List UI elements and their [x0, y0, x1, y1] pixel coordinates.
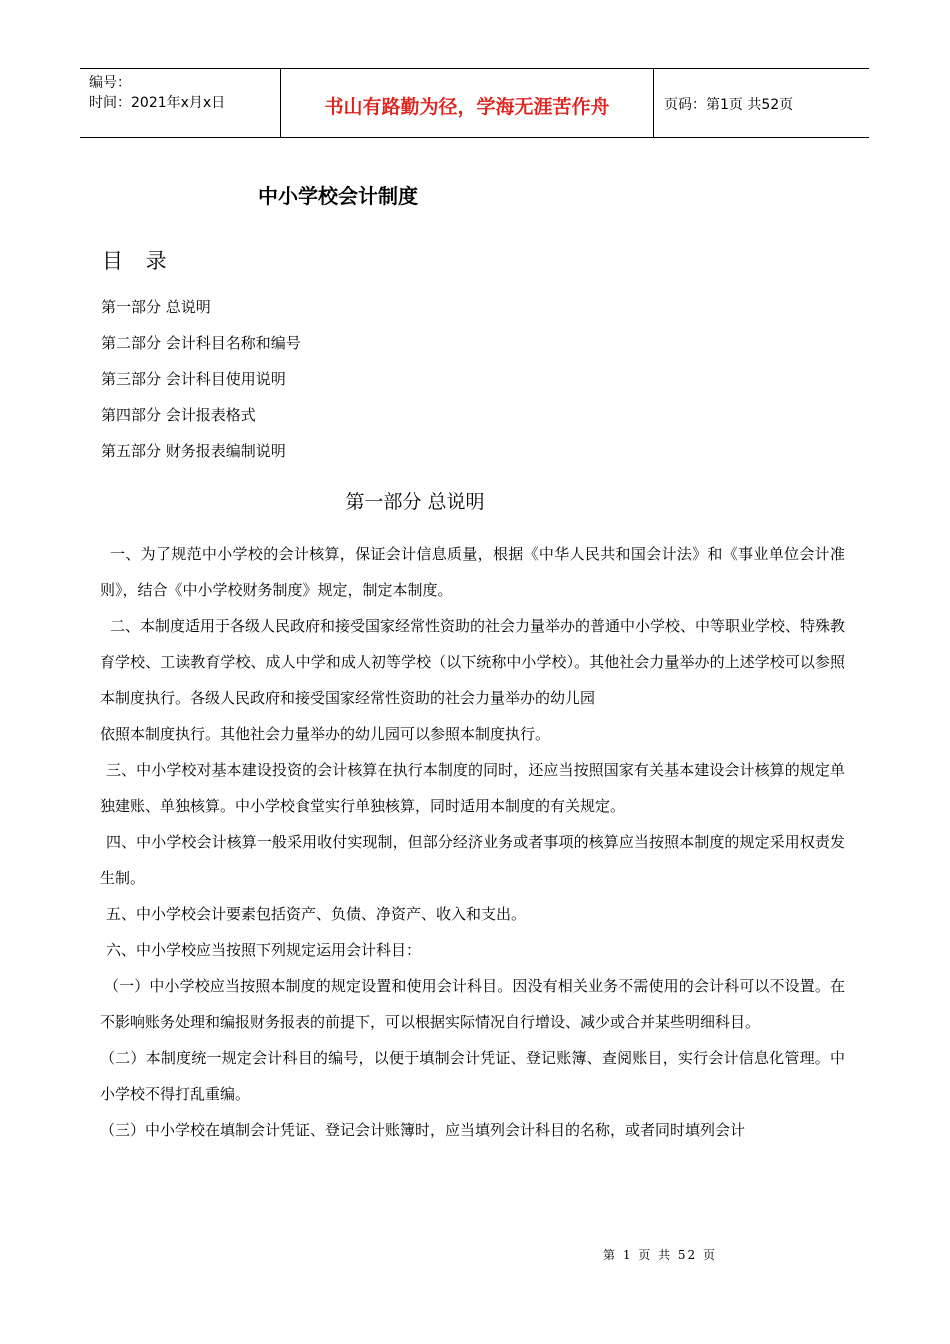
paragraph: （二）本制度统一规定会计科目的编号，以便于填制会计凭证、登记账簿、查阅账目，实行会计信息化管理。中小学校不得打乱重编。: [100, 1049, 845, 1103]
toc-item[interactable]: 第三部分 会计科目使用说明: [101, 370, 286, 388]
section-title: 第一部分 总说明: [345, 491, 485, 513]
paragraph: 五、中小学校会计要素包括资产、负债、净资产、收入和支出。: [106, 905, 527, 923]
toc-item[interactable]: 第五部分 财务报表编制说明: [101, 442, 286, 460]
time-label: 时间：2021年x月x日: [89, 95, 226, 111]
paragraph: 二、本制度适用于各级人民政府和接受国家经常性资助的社会力量举办的普通中小学校、中等职业学校、特殊教育学校、工读教育学校、成人中学和成人初等学校（以下统称中小学校）。其他社会力量举办的上述学校可以参照本制度执行。各级人民政府和接受国家经常性资助的社会力量举办的幼儿园: [100, 617, 846, 707]
paragraph: 六、中小学校应当按照下列规定运用会计科目：: [106, 941, 422, 959]
toc-item[interactable]: 第二部分 会计科目名称和编号: [101, 334, 301, 352]
body-text: [100, 536, 845, 1148]
paragraph: 三、中小学校对基本建设投资的会计核算在执行本制度的同时，还应当按照国家有关基本建设会计核算的规定单独建账、单独核算。中小学校食堂实行单独核算，同时适用本制度的有关规定。: [100, 761, 845, 815]
paragraph: 依照本制度执行。其他社会力量举办的幼儿园可以参照本制度执行。: [100, 725, 551, 743]
header-meta-cell: [80, 69, 281, 137]
code-label: 编号：: [89, 75, 131, 91]
toc-item[interactable]: 第一部分 总说明: [101, 298, 211, 316]
document-title: 中小学校会计制度: [258, 184, 418, 208]
page-info: 页码：第1页 共52页: [664, 97, 794, 113]
paragraph: 一、为了规范中小学校的会计核算，保证会计信息质量，根据《中华人民共和国会计法》和《事业单位会计准则》，结合《中小学校财务制度》规定，制定本制度。: [100, 545, 845, 599]
motto: 书山有路勤为径，学海无涯苦作舟: [281, 69, 654, 137]
toc-title: 目 录: [102, 249, 175, 273]
toc-item[interactable]: 第四部分 会计报表格式: [101, 406, 256, 424]
page-footer: 第 1 页 共 52 页: [603, 1248, 717, 1262]
page-header: [80, 68, 869, 138]
paragraph: （三）中小学校在填制会计凭证、登记会计账簿时，应当填列会计科目的名称，或者同时填列会计: [100, 1121, 746, 1139]
paragraph: 四、中小学校会计核算一般采用收付实现制，但部分经济业务或者事项的核算应当按照本制度的规定采用权责发生制。: [100, 833, 845, 887]
table-of-contents: [101, 296, 301, 476]
paragraph: （一）中小学校应当按照本制度的规定设置和使用会计科目。因没有相关业务不需使用的会计科可以不设置。在不影响账务处理和编报财务报表的前提下，可以根据实际情况自行增设、减少或合并某些明细科目。: [100, 977, 845, 1031]
